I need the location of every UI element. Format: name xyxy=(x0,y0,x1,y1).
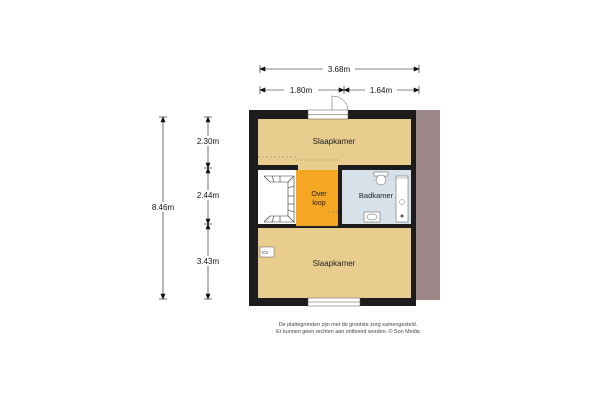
room-label-bedroom-bottom: Slaapkamer xyxy=(312,259,356,268)
interior-wall xyxy=(258,165,298,170)
drain-icon xyxy=(401,215,404,218)
dim-depth-top: 2.30m xyxy=(196,137,220,146)
room-label-landing: Over xyxy=(311,191,327,198)
cv-label: CV xyxy=(262,250,269,255)
sink-icon xyxy=(364,212,380,222)
disclaimer xyxy=(232,322,464,336)
disclaimer-line-2: Er kunnen geen rechten aan ontleend worden. © Soo Media xyxy=(276,329,420,335)
interior-wall xyxy=(338,165,411,170)
dim-right-width: 1.64m xyxy=(369,86,393,95)
disclaimer-line-1: De plattegronden zijn met de grootste zorg samengesteld. xyxy=(278,322,418,328)
dim-total-depth: 8.46m xyxy=(151,203,175,212)
drain-icon xyxy=(400,200,405,205)
landing-floor xyxy=(296,170,338,226)
roof-area xyxy=(416,110,440,300)
dim-left-width: 1.80m xyxy=(289,86,313,95)
interior-wall xyxy=(338,224,411,228)
room-label-bathroom: Badkamer xyxy=(358,191,394,200)
interior-wall xyxy=(338,170,342,228)
dim-depth-mid: 2.44m xyxy=(196,191,220,200)
dim-depth-bottom: 3.43m xyxy=(196,257,220,266)
room-label-bedroom-top: Slaapkamer xyxy=(312,137,356,146)
door-swing-icon xyxy=(332,96,348,110)
interior-wall xyxy=(258,224,296,228)
room-label-landing-2: loop xyxy=(312,200,326,207)
stair-area xyxy=(258,170,296,226)
dim-total-width: 3.68m xyxy=(327,65,351,74)
